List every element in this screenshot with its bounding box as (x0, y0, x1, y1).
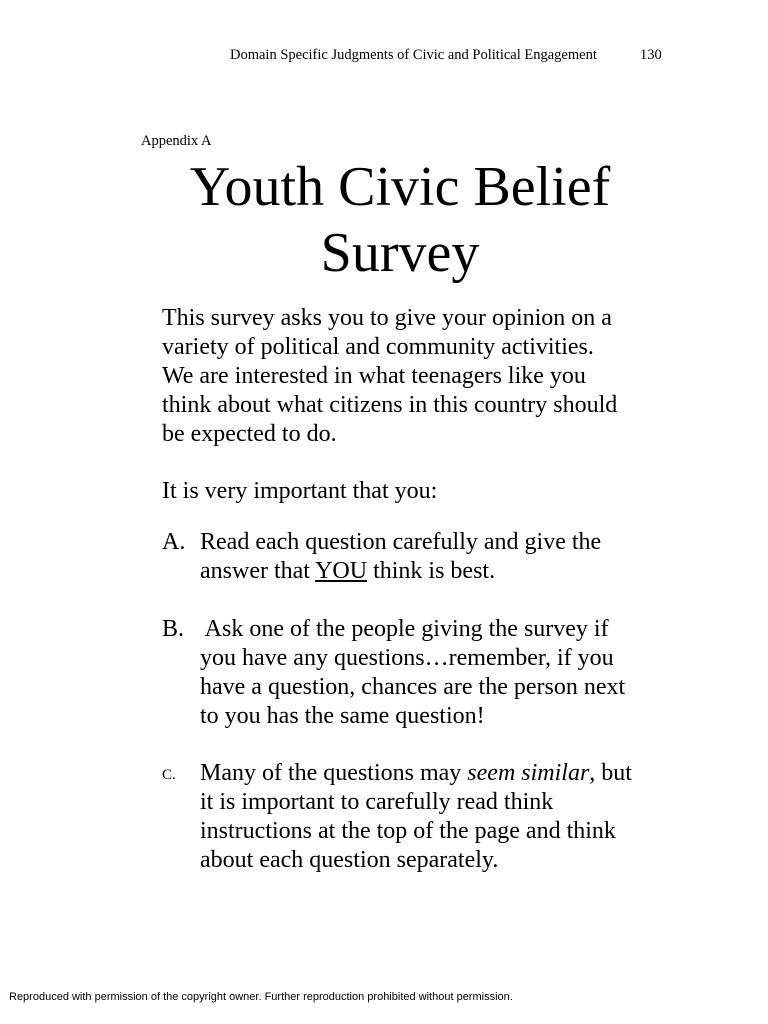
item-marker: A. (162, 529, 186, 555)
emphasis-you: YOU (315, 558, 368, 584)
survey-title-line1: Youth Civic Belief (189, 156, 611, 218)
item-text (200, 615, 682, 731)
item-line-start: Many of the questions may (200, 760, 468, 786)
item-line: about each question separately. (200, 847, 499, 873)
intro-line: We are interested in what teenagers like you (162, 363, 586, 389)
instruction-item-c (162, 759, 682, 875)
item-line: you have any questions…remember, if you (200, 645, 614, 671)
survey-title (100, 154, 700, 286)
item-line: Read each question carefully and give the (200, 529, 602, 555)
copyright-footer: Reproduced with permission of the copyright owner. Further reproduction prohibited without permission. (9, 991, 513, 1003)
intro-line: variety of political and community activities. (162, 334, 594, 360)
instruction-item-b (162, 615, 682, 731)
instruction-item-a (162, 528, 682, 586)
important-heading: It is very important that you: (162, 478, 438, 504)
item-text (200, 528, 682, 586)
item-line: instructions at the top of the page and think (200, 818, 616, 844)
item-line-end: , but (589, 760, 632, 786)
survey-title-line2: Survey (320, 222, 480, 284)
item-text (200, 759, 682, 875)
emphasis-seem-similar: seem similar (467, 760, 590, 786)
item-marker: C. (162, 767, 176, 783)
item-line: it is important to carefully read think (200, 789, 554, 815)
item-line: have a question, chances are the person next (200, 674, 626, 700)
intro-line: be expected to do. (162, 421, 337, 447)
item-line-start: answer that (200, 558, 316, 584)
item-line-end: think is best. (367, 558, 496, 584)
appendix-label: Appendix A (141, 133, 212, 149)
running-head-title: Domain Specific Judgments of Civic and Political Engagement (230, 47, 597, 63)
intro-line: think about what citizens in this country should (162, 392, 618, 418)
item-line: Ask one of the people giving the survey if (200, 616, 609, 642)
page-number: 130 (640, 47, 662, 63)
intro-line: This survey asks you to give your opinion on a (162, 305, 612, 331)
item-line: to you has the same question! (200, 703, 485, 729)
intro-paragraph (162, 304, 662, 449)
item-marker: B. (162, 616, 185, 642)
